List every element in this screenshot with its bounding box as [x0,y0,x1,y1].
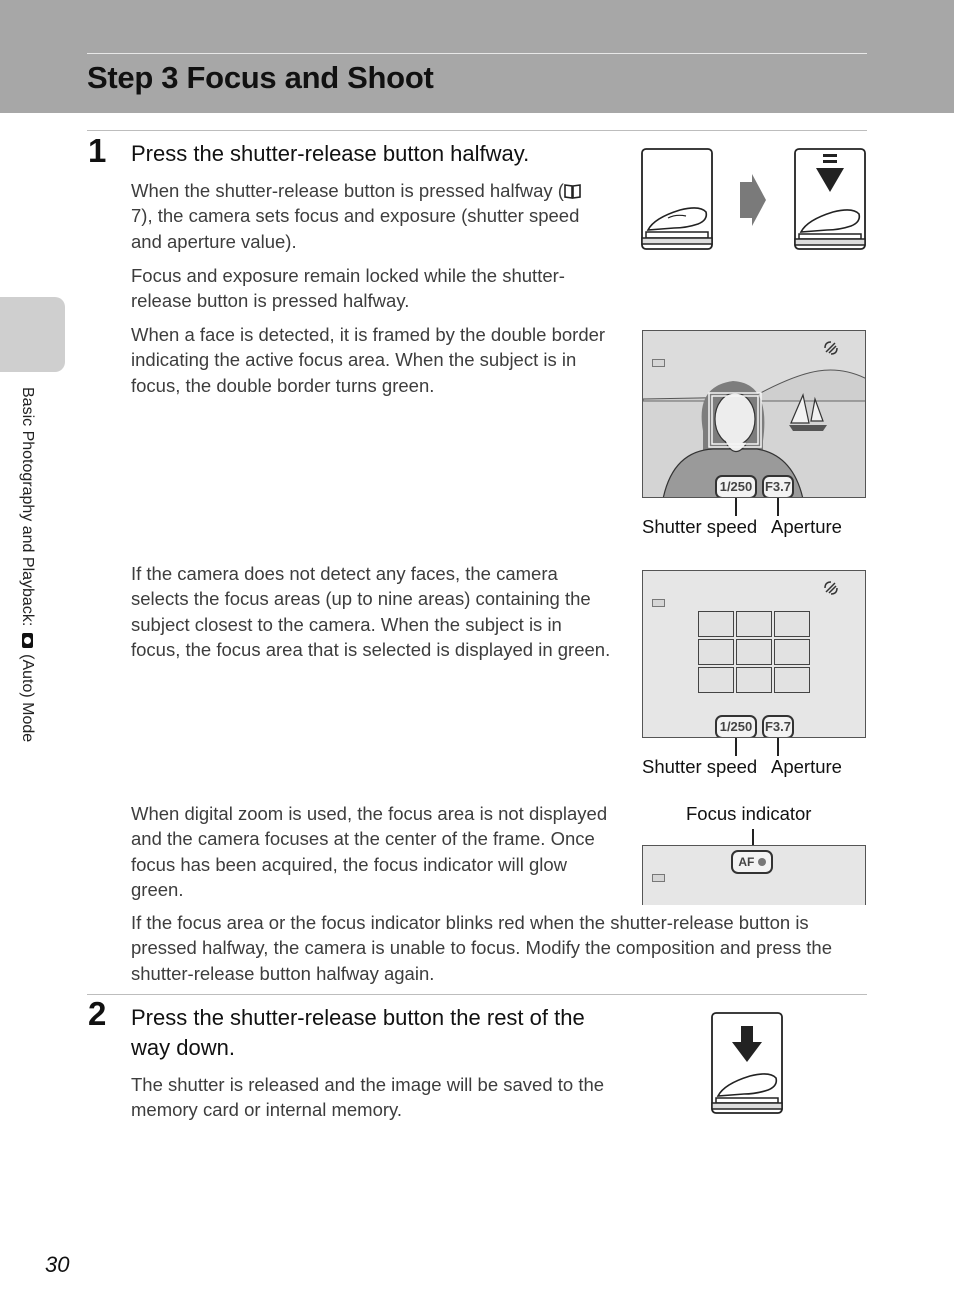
paragraph-text: If the focus area or the focus indicator blinks red when the shutter-release button is pressed halfway, the camera is unable to focus. Modify the composition and press the shutter-release button halfway again. [131,912,832,984]
af-label: AF [738,855,755,869]
paragraph: When digital zoom is used, the focus area is not displayed and the camera focuses at the center of the frame. Once focus has been acquired, the focus indicator will glow green. [131,803,608,900]
aperture-callout-line [777,738,779,756]
step-heading: Press the shutter-release button halfway. [131,141,530,166]
section-divider [87,994,867,995]
step-number: 1 [88,132,107,169]
paragraph: Focus and exposure remain locked while the shutter-release button is pressed halfway. [131,265,565,312]
lcd-screen-focus-areas [642,570,866,738]
focus-area [736,611,772,637]
focus-area [736,639,772,665]
shutter-full-press-illustration [710,1012,784,1116]
battery-icon [652,359,665,367]
page-title: Step 3 Focus and Shoot [87,60,434,95]
focus-area [698,639,734,665]
chapter-label-text-end: (Auto) Mode [19,649,36,743]
focus-indicator [731,850,773,874]
shutter-button-idle-diagram [642,149,712,249]
step-heading: Press the shutter-release button the rest of the way down. [131,1005,585,1060]
battery-icon [652,599,665,607]
shutter-speed-callout-line [735,738,737,756]
lcd-screen-digital-zoom [642,845,866,905]
chapter-label-text-start: Basic Photography and Playback: [19,387,36,631]
book-reference-icon [564,183,581,199]
aperture-caption: Aperture [771,516,842,537]
lcd-screen-face-detection [642,330,866,498]
focus-dot-icon [758,858,766,866]
header-rule [87,53,867,54]
focus-area-grid [698,611,810,693]
shutter-speed-readout: 1/250 [715,715,757,738]
arrow-right-icon [740,174,766,226]
shutter-speed-caption: Shutter speed [642,756,758,777]
battery-icon [652,874,665,882]
step-number: 2 [88,995,107,1032]
focus-area [774,611,810,637]
shutter-speed-caption: Shutter speed [642,516,758,537]
focus-area [774,639,810,665]
page-number: 30 [45,1252,70,1277]
header-band [0,0,954,113]
section-divider [87,130,867,131]
focus-area [736,667,772,693]
chapter-label [18,387,36,742]
shutter-speed-callout-line [735,498,737,516]
paragraph-text: When the shutter-release button is pressed halfway ( [131,180,564,201]
aperture-callout-line [777,498,779,516]
paragraph: The shutter is released and the image will be saved to the memory card or internal memory. [131,1074,605,1121]
focus-area [698,667,734,693]
camera-auto-icon [22,633,33,648]
vibration-reduction-icon [823,580,839,596]
chapter-tab [0,297,65,372]
shutter-speed-readout: 1/250 [715,475,757,498]
shutter-button-half-pressed-diagram [795,149,865,249]
aperture-readout: F3.7 [762,715,794,738]
paragraph [131,178,601,254]
scene-woman-at-lake [643,331,866,498]
paragraph: If the camera does not detect any faces, the camera selects the focus areas (up to nine areas) containing the subject closest to the camera. When the subject is in focus, the focus area that is selected is displayed in green. [131,563,611,660]
paragraph: When a face is detected, it is framed by the double border indicating the active focus area. When the subject is in focus, the double border turns green. [131,324,606,396]
aperture-caption: Aperture [771,756,842,777]
vibration-reduction-icon [823,340,839,356]
focus-area [698,611,734,637]
paragraph [131,910,871,986]
paragraph-text: 7), the camera sets focus and exposure (shutter speed and aperture value). [131,205,580,252]
aperture-readout: F3.7 [762,475,794,498]
focus-indicator-caption: Focus indicator [686,803,812,824]
focus-area [774,667,810,693]
shutter-half-press-illustration [640,148,866,252]
